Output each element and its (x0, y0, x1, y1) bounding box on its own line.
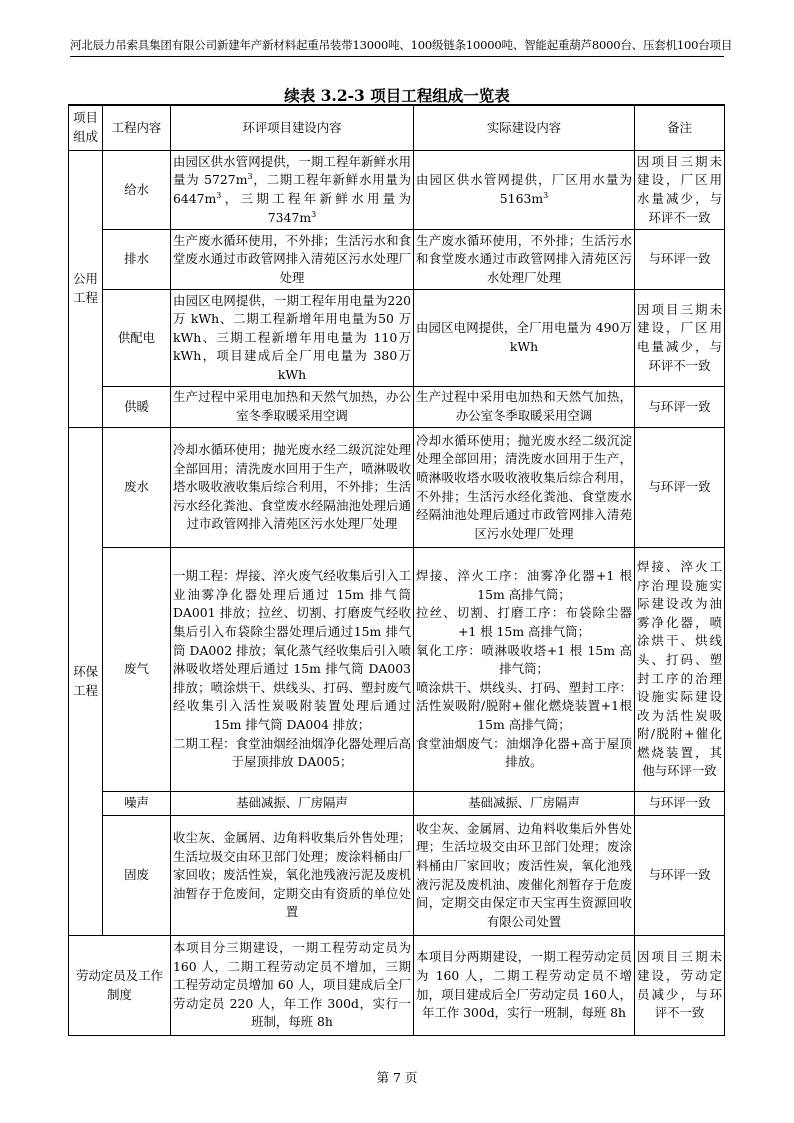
cell-eia: 冷却水循环使用；抛光废水经二级沉淀处理全部回用；清洗废水回用于生产，喷淋吸收塔水吸收液收集后综合利用，不外排；生活污水经化粪池、食堂废水经隔油池处理后通过市政管网排入清苑区污水处理厂处理 (171, 428, 414, 548)
actual-line: 拉丝、切割、打磨工序：布袋除尘器+1 根 15m 高排气筒； (416, 605, 632, 640)
page-number: 第 7 页 (376, 1070, 418, 1085)
header-group: 项目组成 (69, 105, 103, 151)
table-title: 续表 3.2-3 项目工程组成一览表 (284, 86, 510, 105)
cell-note: 因项目三期未建设，劳动定员减少，与环评不一致 (635, 936, 725, 1036)
cell-note: 与环评一致 (635, 428, 725, 548)
header-note: 备注 (635, 105, 725, 151)
table-header-row (69, 105, 725, 151)
table-row-wastewater (69, 428, 725, 548)
cell-note: 与环评一致 (635, 792, 725, 816)
cell-eia: 基础减振、厂房隔声 (171, 792, 414, 816)
cell-note: 与环评一致 (635, 816, 725, 936)
cell-eia: 生产废水循环使用，不外排；生活污水和食堂废水通过市政管网排入清苑区污水处理厂处理 (171, 230, 414, 290)
table-row-solid-waste (69, 816, 725, 936)
cell-actual: 基础减振、厂房隔声 (414, 792, 635, 816)
cell-content: 废气 (103, 548, 171, 792)
header-rule (70, 56, 724, 57)
cell-actual: 冷却水循环使用；抛光废水经二级沉淀处理全部回用；清洗废水回用于生产，喷淋吸收塔水吸收液收集后综合利用，不外排；生活污水经化粪池、食堂废水经隔油池处理后通过市政管网排入清苑区污水处理厂处理 (414, 428, 635, 548)
table-row-water-supply (69, 151, 725, 230)
cell-actual: 本项目分两期建设，一期工程劳动定员为 160 人，二期工程劳动定员不增加，项目建成后全厂劳动定员 160人，年工作 300d，实行一班制，每班 8h (414, 936, 635, 1036)
cell-content: 废水 (103, 428, 171, 548)
actual-line: 食堂油烟废气：油烟净化器+高于屋顶排放。 (416, 735, 632, 770)
cell-actual: 由园区供水管网提供，厂区用水量为 $5163m^3$ (414, 151, 635, 230)
header-content: 工程内容 (103, 105, 171, 151)
cell-eia (171, 548, 414, 792)
cell-eia: 收尘灰、金属屑、边角料收集后外售处理；生活垃圾交由环卫部门处理；废涂料桶由厂家回收；废活性炭，氧化池残液污泥及废机油暂存于危废间，定期交由有资质的单位处置 (171, 816, 414, 936)
cell-content: 给水 (103, 151, 171, 230)
cell-eia: 由园区电网提供，一期工程年用电量为220 万 kWh、二期工程新增年用电量为50 万 kWh、三期工程新增年用电量为 110万 kWh，项目建成后全厂用电量为 380万 kWh (171, 290, 414, 387)
cell-eia: 本项目分三期建设，一期工程劳动定员为 160 人，二期工程劳动定员不增加，三期工程劳动定员增加 60 人，项目建成后全厂劳动定员 220 人，年工作 300d，实行一班制，每班 8h (171, 936, 414, 1036)
cell-eia: 由园区供水管网提供，一期工程年新鲜水用量为 $5727m^3$，二期工程年新鲜水用量为 $6447m^3$，三期工程年新鲜水用量为$7347m^3$ (171, 151, 414, 230)
actual-line: 氧化工序：喷淋吸收塔+1 根 15m 高排气筒； (416, 642, 632, 677)
table-row-noise (69, 792, 725, 816)
cell-actual: 收尘灰、金属屑、边角料收集后外售处理；生活垃圾交由环卫部门处理；废涂料桶由厂家回收；废活性炭，氧化池残液污泥及废机油、废催化剂暂存于危废间，定期交由保定市天宝再生资源回收有限公司处置 (414, 816, 635, 936)
cell-note: 焊接、淬火工序治理设施实际建设改为油雾净化器，喷涂烘干、烘线头、打码、塑封工序的治理设施实际建设改为活性炭吸附/脱附+催化燃烧装置，其他与环评一致 (635, 548, 725, 792)
group-labor: 劳动定员及工作制度 (69, 936, 171, 1036)
cell-actual: 由园区电网提供，全厂用电量为 490万 kWh (414, 290, 635, 387)
cell-eia: 生产过程中采用电加热和天然气加热，办公室冬季取暖采用空调 (171, 387, 414, 428)
eia-phase-2: 二期工程：食堂油烟经油烟净化器处理后高于屋顶排放 DA005； (173, 735, 411, 770)
eia-phase-1: 一期工程：焊接、淬火废气经收集后引入工业油雾净化器处理后通过 15m 排气筒 DA001 排放；拉丝、切割、打磨废气经收集后引入布袋除尘器处理后通过15m 排气筒 DA002 排放；氧化蒸气经收集后引入喷淋吸收塔处理后通过 15m 排气筒 DA003 排放；喷涂烘干、烘线头、打码、塑封废气经收集引入活性炭吸附装置处理后通过 15m 排气筒 DA004 排放； (173, 568, 411, 732)
cell-note: 因项目三期未建设，厂区用水量减少，与环评不一致 (635, 151, 725, 230)
actual-line: 焊接、淬火工序：油雾净化器+1 根15m 高排气筒； (416, 568, 632, 602)
cell-content: 固废 (103, 816, 171, 936)
cell-actual: 生产废水循环使用，不外排；生活污水和食堂废水通过市政管网排入清苑区污水处理厂处理 (414, 230, 635, 290)
cell-note: 与环评一致 (635, 230, 725, 290)
cell-note: 与环评一致 (635, 387, 725, 428)
page-header: 河北辰力吊索具集团有限公司新建年产新材料起重吊装带13000吨、100级链条10000吨、智能起重葫芦8000台、压套机100台项目 (70, 38, 733, 52)
group-public: 公用工程 (69, 151, 103, 428)
table-row-heating (69, 387, 725, 428)
cell-content: 供配电 (103, 290, 171, 387)
cell-content: 供暖 (103, 387, 171, 428)
table-row-power (69, 290, 725, 387)
cell-content: 噪声 (103, 792, 171, 816)
header-eia: 环评项目建设内容 (171, 105, 414, 151)
cell-content: 排水 (103, 230, 171, 290)
table-row-drainage (69, 230, 725, 290)
cell-actual (414, 548, 635, 792)
project-composition-table (68, 104, 725, 1036)
actual-line: 喷涂烘干、烘线头、打码、塑封工序：活性炭吸附/脱附+催化燃烧装置+1根 15m 高排气筒； (416, 679, 632, 732)
cell-note: 因项目三期未建设，厂区用电量减少，与环评不一致 (635, 290, 725, 387)
table-row-waste-gas (69, 548, 725, 792)
cell-actual: 生产过程中采用电加热和天然气加热，办公室冬季取暖采用空调 (414, 387, 635, 428)
table-row-labor (69, 936, 725, 1036)
header-actual: 实际建设内容 (414, 105, 635, 151)
group-env: 环保工程 (69, 428, 103, 936)
